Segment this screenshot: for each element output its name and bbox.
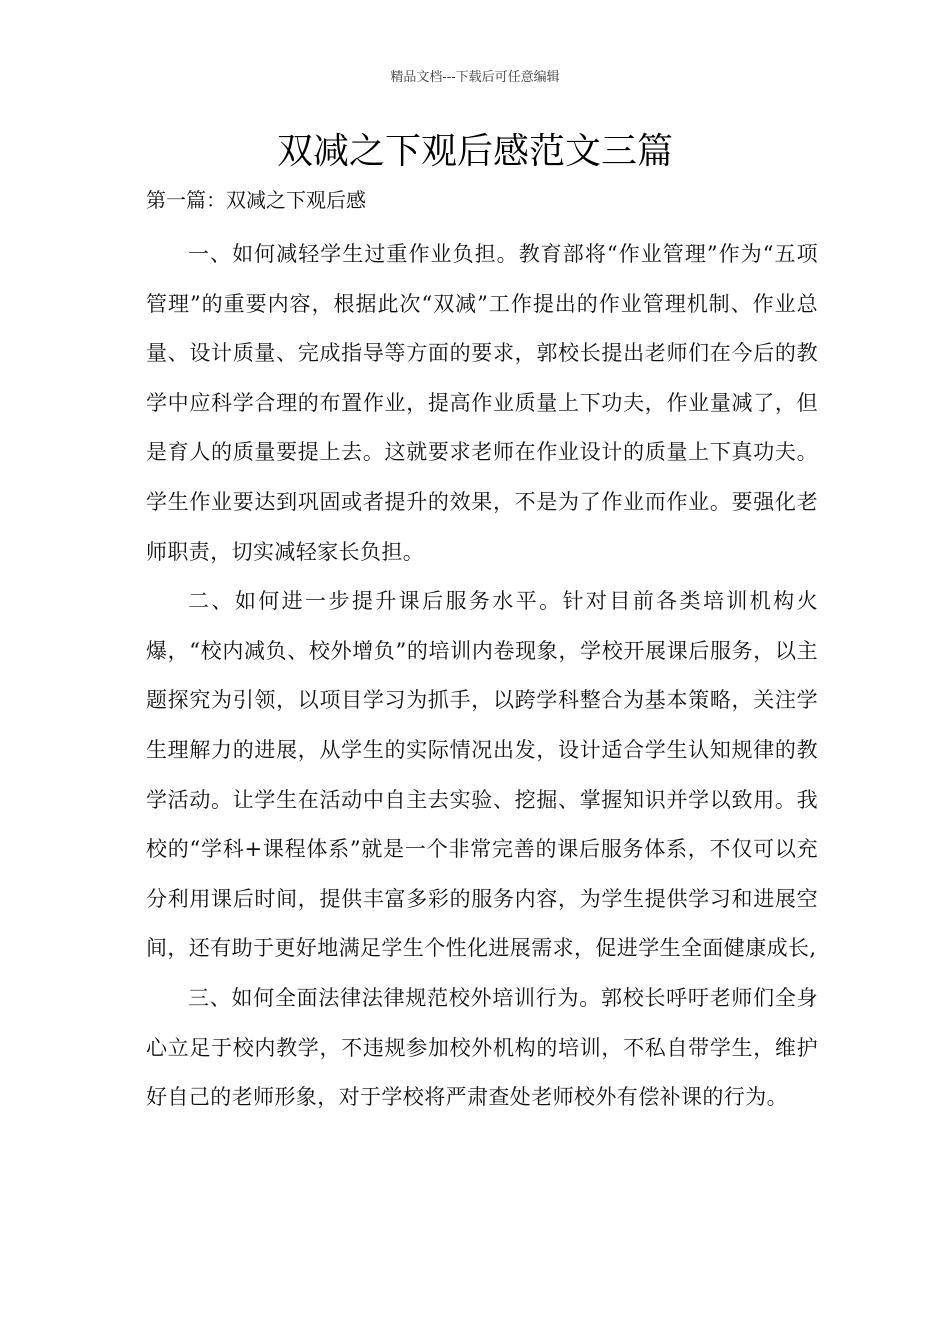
paragraph-3: 三、如何全面法律法律规范校外培训行为。郭校长呼吁老师们全身心立足于校内教学，不违规参加校外机构的培训，不私自带学生，维护好自己的老师形象，对于学校将严肃查处老师校外有偿补课的行为。 <box>146 985 818 1110</box>
paragraph-1: 一、如何减轻学生过重作业负担。教育部将“作业管理”作为“五项管理”的重要内容，根据此次“双减”工作提出的作业管理机制、作业总量、设计质量、完成指导等方面的要求，郭校长提出老师们在今后的教学中应科学合理的布置作业，提高作业质量上下功夫，作业量减了，但是育人的质量要提上去。这就要求老师在作业设计的质量上下真功夫。学生作业要达到巩固或者提升的效果，不是为了作业而作业。要强化老师职责，切实减轻家长负担。 <box>146 242 818 564</box>
page-header: 精品文档---下载后可任意编辑 <box>390 70 560 85</box>
document-body <box>146 230 818 1123</box>
section-heading: 第一篇：双减之下观后感 <box>146 188 366 212</box>
paragraph-2: 二、如何进一步提升课后服务水平。针对目前各类培训机构火爆，“校内减负、校外增负”的培训内卷现象，学校开展课后服务，以主题探究为引领，以项目学习为抓手，以跨学科整合为基本策略，关注学生理解力的进展，从学生的实际情况出发，设计适合学生认知规律的教学活动。让学生在活动中自主去实验、挖掘、掌握知识并学以致用。我校的“学科+课程体系”就是一个非常完善的课后服务体系，不仅可以充分利用课后时间，提供丰富多彩的服务内容，为学生提供学习和进展空间，还有助于更好地满足学生个性化进展需求，促进学生全面健康成长, <box>146 589 818 961</box>
document-title: 双减之下观后感范文三篇 <box>276 131 673 172</box>
